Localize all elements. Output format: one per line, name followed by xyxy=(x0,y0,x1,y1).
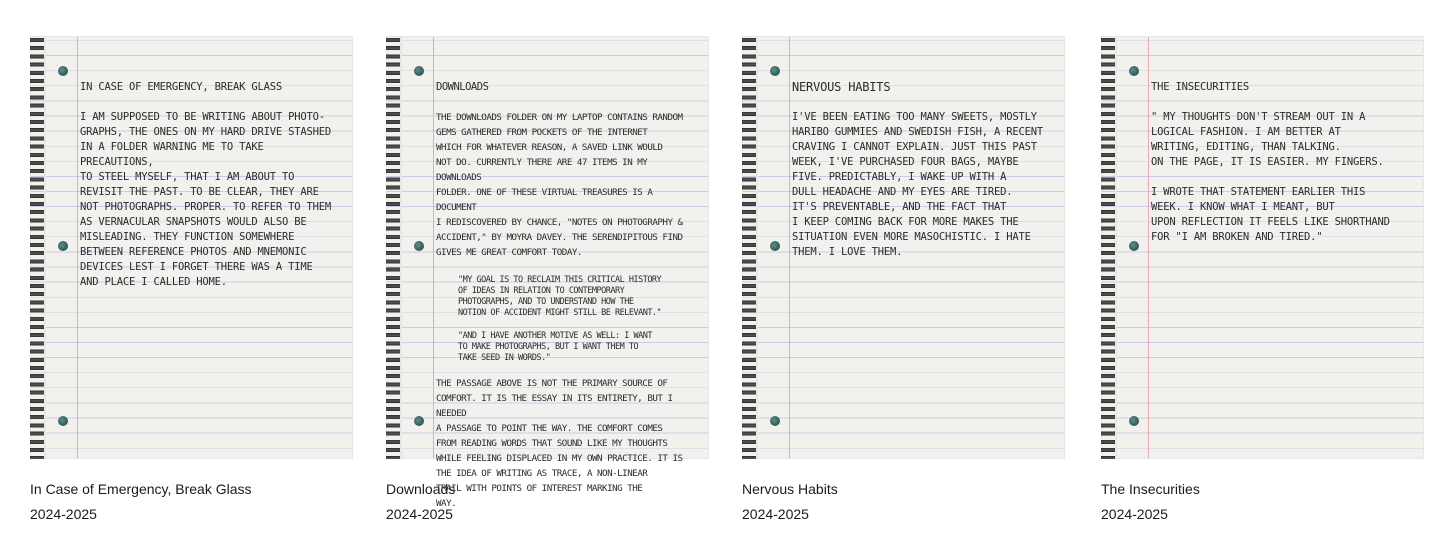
artwork-year: 2024-2025 xyxy=(386,506,453,522)
notebook-page-image[interactable] xyxy=(742,36,1065,459)
handwritten-title: THE INSECURITIES xyxy=(1151,81,1249,93)
spiral-binding xyxy=(1101,36,1117,459)
punch-hole xyxy=(58,241,68,251)
artwork-title: Nervous Habits xyxy=(742,481,838,497)
artwork-card[interactable] xyxy=(1101,36,1424,522)
handwritten-text xyxy=(80,80,339,305)
handwritten-text xyxy=(436,80,695,526)
artwork-year: 2024-2025 xyxy=(1101,506,1168,522)
punch-hole xyxy=(58,66,68,76)
handwritten-paragraph: I AM SUPPOSED TO BE WRITING ABOUT PHOTO- GRAPHS, THE ONES ON MY HARD DRIVE STASHED IN A FOLDER WARNING ME TO TAKE PRECAUTIONS, TO STEEL MYSELF, THAT I AM ABOUT TO REVISIT THE PAST. TO BE CLEAR, THEY ARE NOT PHOTOGRAPHS. PROPER. TO REFER TO THEM AS VERNACULAR SNAPSHOTS WOULD ALSO BE MISLEADING. THEY FUNCTION SOMEWHERE BETWEEN REFERENCE PHOTOS AND MNEMONIC DEVICES LEST I FORGET THERE WAS A TIME AND PLACE I CALLED HOME. xyxy=(80,111,331,288)
punch-hole xyxy=(770,241,780,251)
handwritten-paragraph: THE PASSAGE ABOVE IS NOT THE PRIMARY SOURCE OF COMFORT. IT IS THE ESSAY IN ITS ENTIRETY, BUT I NEEDED A PASSAGE TO POINT THE WAY. THE COMFORT COMES FROM READING WORDS THAT SOUND LIKE MY THOUGHTS WHILE FEELING DISPLACED IN MY OWN PRACTICE. IT IS THE IDEA OF WRITING AS TRACE, A NON-LINEAR TRAIL WITH POINTS OF INTEREST MARKING THE WAY. xyxy=(436,378,683,509)
notebook-page-image[interactable] xyxy=(386,36,709,509)
punch-hole xyxy=(1129,66,1139,76)
punch-hole xyxy=(770,416,780,426)
artwork-card[interactable] xyxy=(386,36,709,522)
artwork-title: In Case of Emergency, Break Glass xyxy=(30,481,252,497)
handwritten-quote: "MY GOAL IS TO RECLAIM THIS CRITICAL HISTORY OF IDEAS IN RELATION TO CONTEMPORARY PHOTOGRAPHS, AND TO UNDERSTAND HOW THE NOTION OF ACCIDENT MIGHT STILL BE RELEVANT." xyxy=(458,275,662,318)
punch-hole xyxy=(770,66,780,76)
handwritten-paragraph: THE DOWNLOADS FOLDER ON MY LAPTOP CONTAINS RANDOM GEMS GATHERED FROM POCKETS OF THE INTERNET WHICH FOR WHATEVER REASON, A SAVED LINK WOULD NOT DO. CURRENTLY THERE ARE 47 ITEMS IN MY DOWNLOADS FOLDER. ONE OF THESE VIRTUAL TREASURES IS A DOCUMENT I REDISCOVERED BY CHANCE, "NOTES ON PHOTOGRAPHY & ACCIDENT," BY MOYRA DAVEY. THE SERENDIPITOUS FIND GIVES ME GREAT COMFORT TODAY. xyxy=(436,112,683,258)
handwritten-title: IN CASE OF EMERGENCY, BREAK GLASS xyxy=(80,81,283,93)
spiral-binding xyxy=(386,36,402,459)
handwritten-paragraph: " MY THOUGHTS DON'T STREAM OUT IN A LOGICAL FASHION. I AM BETTER AT WRITING, EDITING, THAN TALKING. ON THE PAGE, IT IS EASIER. MY FINGERS. xyxy=(1151,111,1384,168)
handwritten-text xyxy=(1151,80,1410,260)
artwork-title: The Insecurities xyxy=(1101,481,1200,497)
punch-hole xyxy=(414,241,424,251)
notebook-page-image[interactable] xyxy=(1101,36,1424,459)
handwritten-quote: "AND I HAVE ANOTHER MOTIVE AS WELL: I WANT TO MAKE PHOTOGRAPHS, BUT I WANT THEM TO TAKE SEED IN WORDS." xyxy=(458,331,652,363)
handwritten-text xyxy=(792,80,1051,275)
artwork-title: Downloads xyxy=(386,481,456,497)
punch-hole xyxy=(58,416,68,426)
artwork-year: 2024-2025 xyxy=(742,506,809,522)
handwritten-paragraph: I'VE BEEN EATING TOO MANY SWEETS, MOSTLY HARIBO GUMMIES AND SWEDISH FISH, A RECENT CRAVING I CANNOT EXPLAIN. JUST THIS PAST WEEK, I'VE PURCHASED FOUR BAGS, MAYBE FIVE. PREDICTABLY, I WAKE UP WITH A DULL HEADACHE AND MY EYES ARE TIRED. IT'S PREVENTABLE, AND THE FACT THAT I KEEP COMING BACK FOR MORE MAKES THE SITUATION EVEN MORE MASOCHISTIC. I HATE THEM. I LOVE THEM. xyxy=(792,111,1043,258)
handwritten-title: NERVOUS HABITS xyxy=(792,80,891,94)
notebook-page-image[interactable] xyxy=(30,36,353,459)
artwork-year: 2024-2025 xyxy=(30,506,97,522)
spiral-binding xyxy=(742,36,758,459)
artwork-card[interactable] xyxy=(742,36,1065,522)
handwritten-paragraph: I WROTE THAT STATEMENT EARLIER THIS WEEK. I KNOW WHAT I MEANT, BUT UPON REFLECTION IT FEELS LIKE SHORTHAND FOR "I AM BROKEN AND TIRED." xyxy=(1151,186,1390,243)
punch-hole xyxy=(1129,241,1139,251)
spiral-binding xyxy=(30,36,46,459)
handwritten-title: DOWNLOADS xyxy=(436,81,489,93)
artwork-card[interactable] xyxy=(30,36,353,522)
punch-hole xyxy=(414,66,424,76)
punch-hole xyxy=(1129,416,1139,426)
punch-hole xyxy=(414,416,424,426)
